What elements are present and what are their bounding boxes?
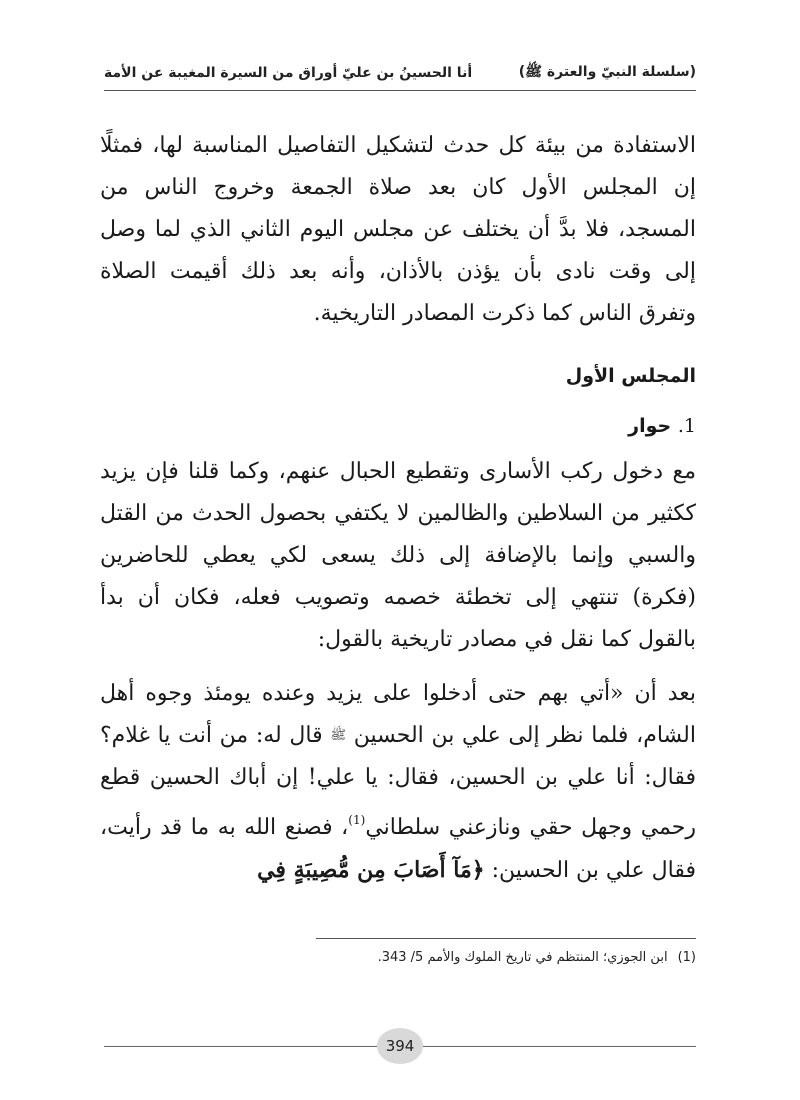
series-title: (سلسلة النبيّ والعترة ﷺ) [518, 64, 696, 80]
footnote-divider [316, 938, 696, 939]
quote-paragraph [100, 673, 696, 892]
footnote-text: ابن الجوزي؛ المنتظم في تاريخ الملوك والأمم 5/ 343. [377, 950, 668, 965]
quote-text-1: بعد أن «أتي بهم حتى أدخلوا على يزيد وعنده يومئذ وجوه أهل الشام، فلما نظر إلى علي بن الحسين [100, 681, 696, 748]
page-number: 394 [385, 1037, 415, 1055]
running-header [104, 58, 696, 88]
subsection-number: 1. [677, 415, 696, 437]
section-heading: المجلس الأول [565, 365, 696, 387]
quote-text-2: قال له: من أنت يا غلام؟ فقال: أنا علي بن الحسين، فقال: يا علي! إن أباك الحسين قطع رحمي وجهل حقي ونازعني سلطاني [100, 723, 696, 840]
subsection-heading [100, 411, 696, 441]
page-number-badge [377, 1028, 423, 1064]
subsection-title: حوار [628, 415, 672, 437]
book-title: أنا الحسينُ بن عليّ أوراق من السيرة المغيبة عن الأمة [104, 65, 473, 81]
footnote-number: (1) [677, 950, 696, 965]
quran-verse: ﴿مَآ أَصَابَ مِن مُّصِيبَةٍ فِي [257, 857, 485, 883]
main-text [100, 125, 696, 892]
footnote-reference[interactable]: (1) [348, 813, 366, 827]
footnote [104, 950, 696, 965]
dialogue-paragraph: مع دخول ركب الأسارى وتقطيع الحبال عنهم، وكما قلنا فإن يزيد ككثير من السلاطين والظالمين لا يكتفي بحصول الحدث من القتل والسبي وإنما بالإضافة إلى ذلك يسعى لكي يعطي للحاضرين (فكرة) تنتهي إلى تخطئة خصمه وتصويب فعله، فكان أن بدأ بالقول كما نقل في مصادر تاريخية بالقول: [100, 459, 696, 652]
header-divider [104, 90, 696, 91]
intro-paragraph: الاستفادة من بيئة كل حدث لتشكيل التفاصيل المناسبة لها، فمثلًا إن المجلس الأول كان بعد صلاة الجمعة وخروج الناس من المسجد، فلا بدَّ أن يختلف عن مجلس اليوم الثاني الذي لما وصل إلى وقت نادى بأن يؤذن بالأذان، وأنه بعد ذلك أقيمت الصلاة وتفرق الناس كما ذكرت المصادر التاريخية. [100, 133, 696, 326]
quote-text-3: ، فصنع الله به ما قد رأيت، فقال علي بن الحسين: [100, 815, 696, 883]
honorific-symbol: ﷺ [330, 728, 347, 743]
